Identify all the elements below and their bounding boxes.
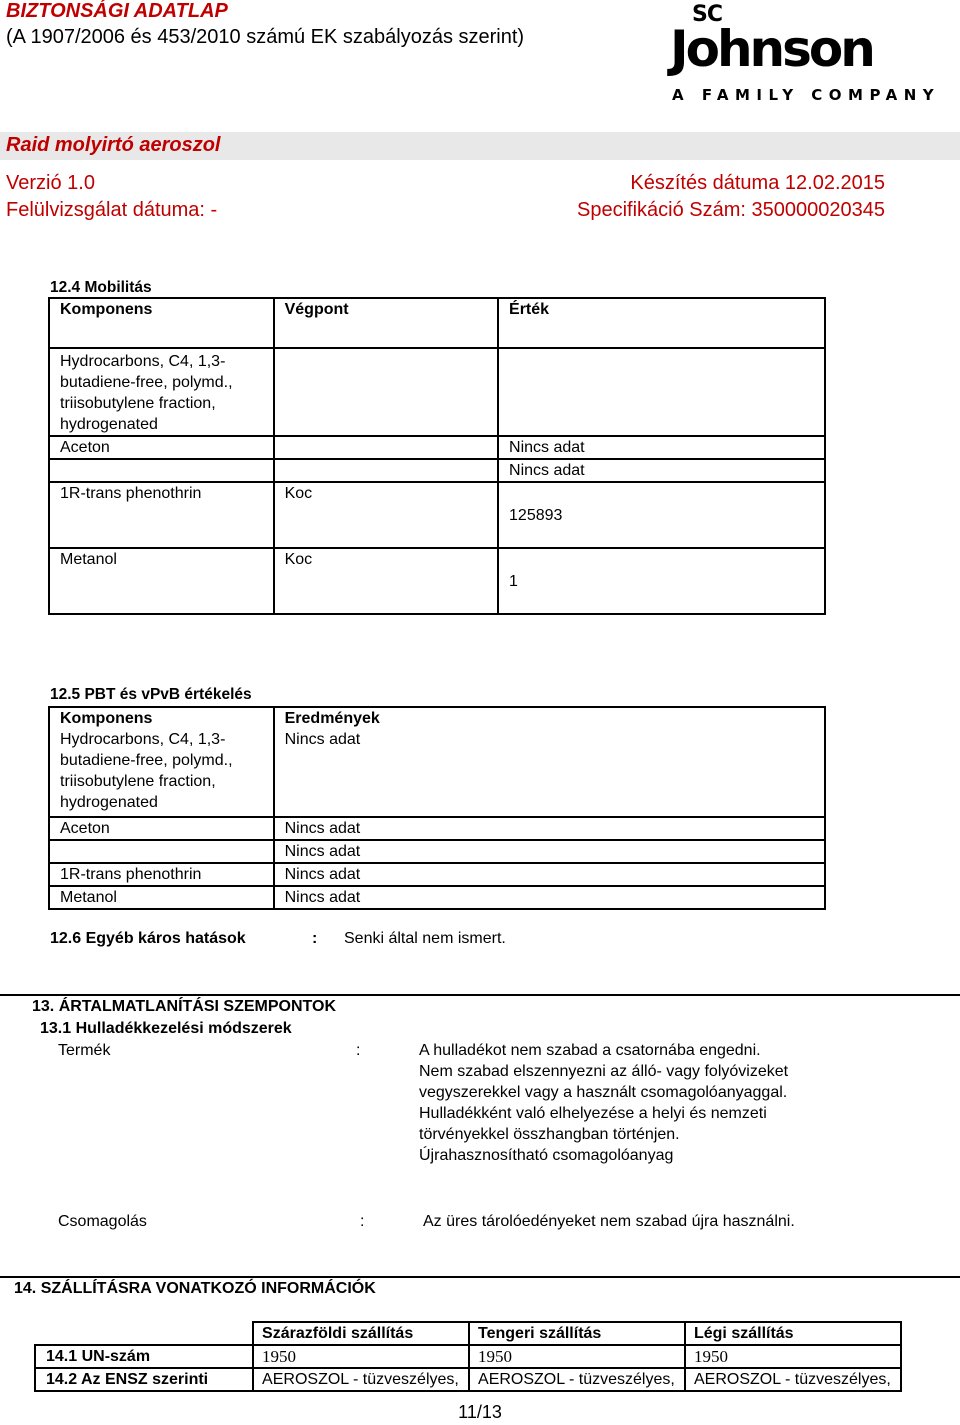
header-blank [35, 1322, 253, 1345]
table-header-row [49, 707, 825, 729]
section-12-6-colon: : [312, 930, 318, 947]
product-disposal-text [419, 1040, 788, 1166]
cell-component: Hydrocarbons, C4, 1,3-butadiene-free, polymd., triisobutylene fraction, hydrogenated [49, 348, 274, 436]
cell-value: Nincs adat [498, 436, 825, 459]
section-13-heading: 13. ÁRTALMATLANÍTÁSI SZEMPONTOK [32, 998, 336, 1015]
table-row [49, 729, 825, 817]
document-title: BIZTONSÁGI ADATLAP [6, 0, 228, 22]
text-line: Újrahasznosítható csomagolóanyag [419, 1147, 674, 1164]
product-colon: : [356, 1042, 361, 1059]
header-eredmenyek: Eredmények [274, 707, 825, 729]
table-row [35, 1345, 901, 1368]
section-12-4-heading: 12.4 Mobilitás [50, 279, 152, 296]
packaging-colon: : [360, 1213, 365, 1230]
table-row [49, 840, 825, 863]
cell-result: Nincs adat [274, 817, 825, 840]
cell-component: Aceton [49, 436, 274, 459]
table-header-row [49, 298, 825, 348]
section-14-heading: 14. SZÁLLÍTÁSRA VONATKOZÓ INFORMÁCIÓK [14, 1280, 376, 1297]
table-row [49, 436, 825, 459]
table-row [49, 817, 825, 840]
page-number: 11/13 [458, 1402, 502, 1422]
cell-endpoint [274, 348, 498, 436]
company-logo [668, 2, 941, 108]
cell-air-name: AEROSZOL - tüzveszélyes, [685, 1368, 901, 1391]
cell-endpoint: Koc [274, 482, 498, 548]
text-line: vegyszerekkel vagy a használt csomagolóanyaggal. [419, 1084, 788, 1101]
table-row [49, 863, 825, 886]
cell-component [49, 459, 274, 482]
logo-tagline: A FAMILY COMPANY [672, 86, 941, 104]
header-land: Szárazföldi szállítás [253, 1322, 469, 1345]
mobility-table [48, 297, 826, 615]
creation-date: Készítés dátuma 12.02.2015 [630, 172, 885, 194]
cell-result: Nincs adat [274, 729, 825, 817]
cell-value: 1 [498, 548, 825, 614]
table-row [49, 886, 825, 909]
cell-land-un: 1950 [253, 1345, 469, 1368]
section-12-6-value: Senki által nem ismert. [344, 930, 506, 947]
version: Verzió 1.0 [6, 172, 95, 194]
transport-table [34, 1321, 902, 1392]
table-row [49, 548, 825, 614]
product-label: Termék [58, 1042, 111, 1059]
header-vegpont: Végpont [274, 298, 498, 348]
table-row [49, 348, 825, 436]
cell-component: 1R-trans phenothrin [49, 863, 274, 886]
text-line: A hulladékot nem szabad a csatornába engedni. [419, 1042, 761, 1059]
text-line: Hulladékként való elhelyezése a helyi és nemzeti [419, 1105, 767, 1122]
text-line: Nem szabad elszennyezni az álló- vagy folyóvizeket [419, 1063, 789, 1080]
table-row [49, 459, 825, 482]
product-name: Raid molyirtó aeroszol [6, 134, 221, 156]
table-row [49, 482, 825, 548]
spec-number: Specifikáció Szám: 350000020345 [577, 199, 885, 221]
cell-component [49, 840, 274, 863]
section-12-6-label: 12.6 Egyéb káros hatások [50, 930, 246, 947]
section-12-5-heading: 12.5 PBT és vPvB értékelés [50, 686, 252, 703]
cell-endpoint: Koc [274, 548, 498, 614]
cell-component: Metanol [49, 886, 274, 909]
header-air: Légi szállítás [685, 1322, 901, 1345]
header-komponens: Komponens [49, 707, 274, 729]
cell-sea-name: AEROSZOL - tüzveszélyes, [469, 1368, 685, 1391]
text-line: törvényekkel összhangban történjen. [419, 1126, 680, 1143]
cell-value [498, 348, 825, 436]
cell-component: Metanol [49, 548, 274, 614]
logo-sc: SC [692, 2, 722, 27]
header-komponens: Komponens [49, 298, 274, 348]
cell-component: Aceton [49, 817, 274, 840]
cell-air-un: 1950 [685, 1345, 901, 1368]
cell-value: Nincs adat [498, 459, 825, 482]
row-label-un-name: 14.2 Az ENSZ szerinti [35, 1368, 253, 1391]
pbt-table [48, 706, 826, 910]
cell-land-name: AEROSZOL - tüzveszélyes, [253, 1368, 469, 1391]
cell-result: Nincs adat [274, 840, 825, 863]
cell-component: 1R-trans phenothrin [49, 482, 274, 548]
table-header-row [35, 1322, 901, 1345]
packaging-value: Az üres tárolóedényeket nem szabad újra használni. [423, 1213, 795, 1230]
cell-result: Nincs adat [274, 863, 825, 886]
cell-component: Hydrocarbons, C4, 1,3-butadiene-free, polymd., triisobutylene fraction, hydrogenated [49, 729, 274, 817]
cell-endpoint [274, 459, 498, 482]
table-row [35, 1368, 901, 1391]
row-label-un: 14.1 UN-szám [35, 1345, 253, 1368]
packaging-label: Csomagolás [58, 1213, 147, 1230]
header-ertek: Érték [498, 298, 825, 348]
cell-result: Nincs adat [274, 886, 825, 909]
section-13-1-heading: 13.1 Hulladékkezelési módszerek [40, 1020, 292, 1037]
cell-endpoint [274, 436, 498, 459]
logo-name: Johnson [670, 20, 873, 78]
cell-sea-un: 1950 [469, 1345, 685, 1368]
document-subtitle: (A 1907/2006 és 453/2010 számú EK szabályozás szerint) [6, 26, 525, 48]
header-sea: Tengeri szállítás [469, 1322, 685, 1345]
revision-date: Felülvizsgálat dátuma: - [6, 199, 218, 221]
cell-value: 125893 [498, 482, 825, 548]
